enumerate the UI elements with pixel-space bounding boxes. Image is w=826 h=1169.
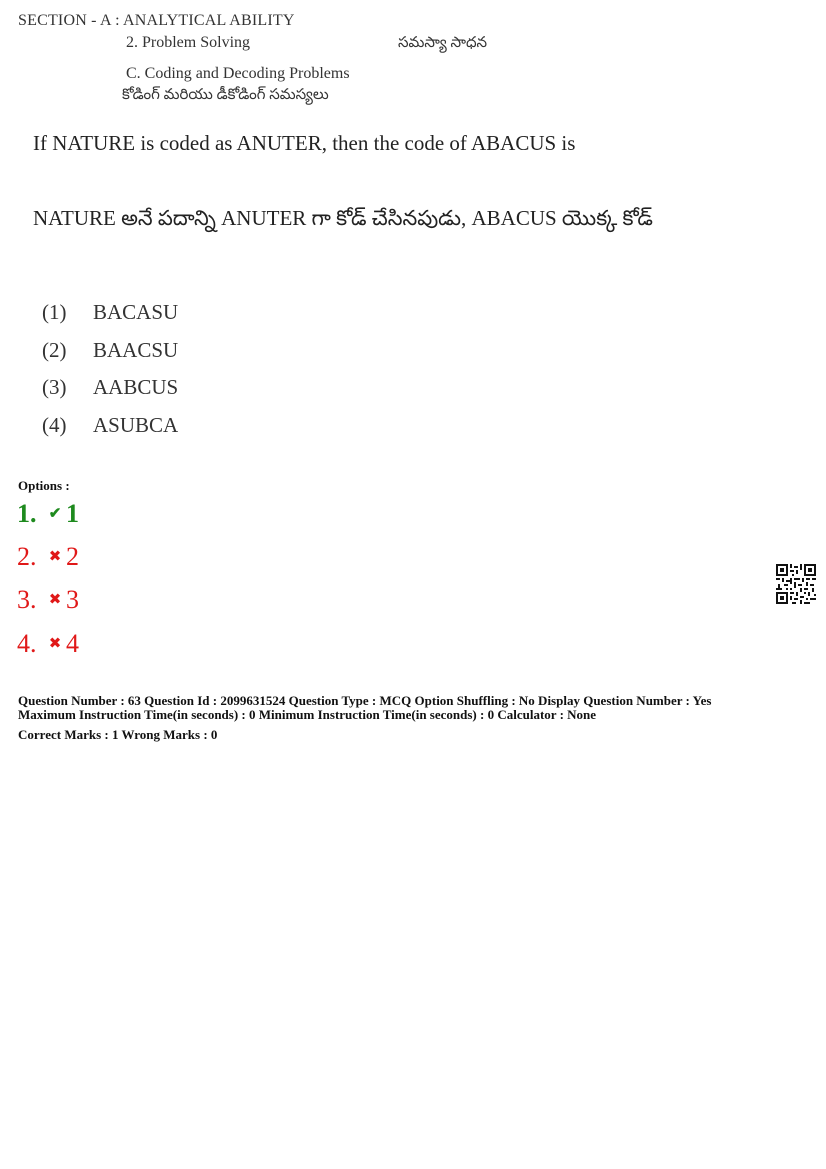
- qr-code-icon: [776, 564, 816, 604]
- choice-text: BAACSU: [93, 338, 179, 362]
- section-header: SECTION - A : ANALYTICAL ABILITY: [18, 12, 295, 29]
- question-metadata-line2: Maximum Instruction Time(in seconds) : 0 Minimum Instruction Time(in seconds) : 0 Calculator : None: [18, 707, 597, 722]
- option-value: 2: [66, 542, 79, 571]
- answer-choice: [42, 300, 178, 325]
- question-metadata-line1: Question Number : 63 Question Id : 2099631524 Question Type : MCQ Option Shuffling : No Display Question Number : Yes: [18, 693, 712, 708]
- choice-text: BACASU: [93, 300, 179, 324]
- topic-telugu: సమస్యా సాధన: [398, 35, 488, 51]
- option-number: 2.: [17, 542, 37, 571]
- option-value: 1: [66, 499, 79, 528]
- topic-english: 2. Problem Solving: [126, 34, 251, 51]
- option-value: 3: [66, 585, 79, 614]
- question-text-english: If NATURE is coded as ANUTER, then the code of ABACUS is: [33, 131, 576, 155]
- option-number: 4.: [17, 629, 37, 658]
- option-item: [17, 499, 79, 529]
- option-item: [17, 585, 79, 615]
- choice-text: ASUBCA: [93, 413, 179, 437]
- answer-choice: [42, 338, 178, 363]
- marks-info: Correct Marks : 1 Wrong Marks : 0: [18, 727, 218, 742]
- answer-choice: [42, 413, 178, 438]
- options-label: Options :: [18, 478, 70, 493]
- cross-icon: ✖: [48, 636, 62, 652]
- option-number: 3.: [17, 585, 37, 614]
- choice-number: (4): [42, 413, 67, 437]
- option-number: 1.: [17, 499, 37, 528]
- answer-choice: [42, 375, 178, 400]
- choice-text: AABCUS: [93, 375, 179, 399]
- choice-number: (3): [42, 375, 67, 399]
- option-value: 4: [66, 629, 79, 658]
- cross-icon: ✖: [48, 549, 62, 565]
- subtopic-english: C. Coding and Decoding Problems: [126, 65, 350, 82]
- option-item: [17, 629, 79, 659]
- checkmark-icon: ✔: [48, 506, 62, 522]
- question-text-telugu: NATURE అనే పదాన్ని ANUTER గా కోడ్ చేసినపుడు, ABACUS యొక్క కోడ్: [33, 206, 653, 230]
- subtopic-telugu: కోడింగ్ మరియు డీకోడింగ్ సమస్యలు: [122, 87, 329, 103]
- choice-number: (1): [42, 300, 67, 324]
- cross-icon: ✖: [48, 592, 62, 608]
- choice-number: (2): [42, 338, 67, 362]
- option-item: [17, 542, 79, 572]
